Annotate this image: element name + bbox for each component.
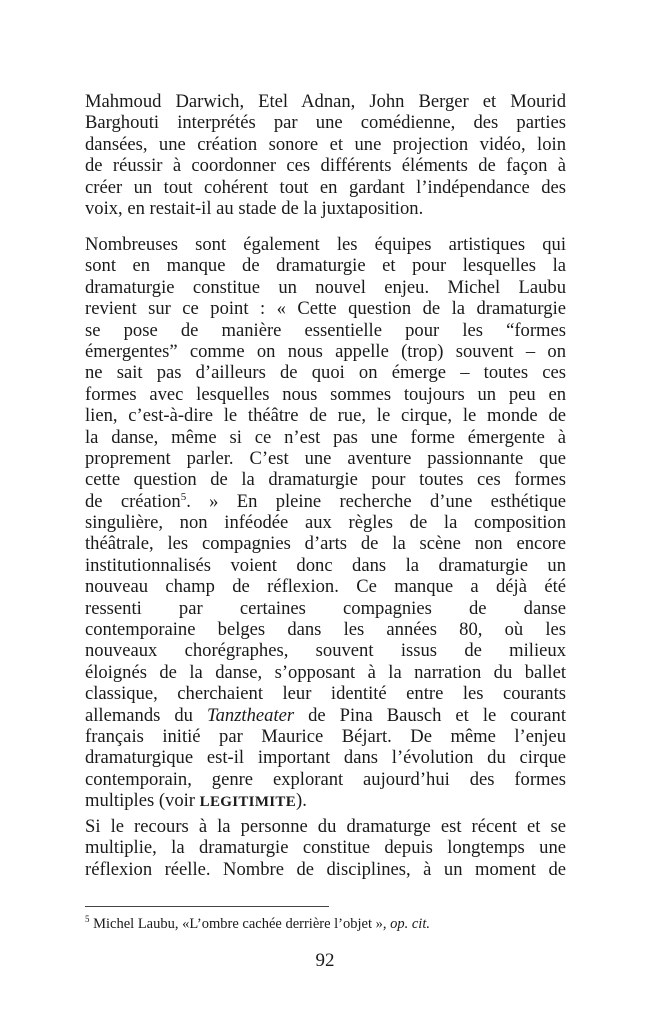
text-line: cette question de la dramaturgie pour toutes ces formes — [85, 469, 566, 491]
text-line: Si le recours à la personne du dramaturge est récent et se — [85, 816, 566, 837]
text-line: classique, cherchaient leur identité entre les courants — [85, 683, 566, 705]
text-line-with-footnote-ref — [85, 491, 566, 512]
footnote-reference[interactable]: 5 — [180, 490, 187, 503]
italic-title: Tanztheater — [206, 704, 295, 726]
paragraph-2 — [85, 234, 566, 812]
text-line: proprement parler. C’est une aventure passionnante que — [85, 447, 566, 469]
text-line-with-italic — [85, 705, 566, 726]
text-line: formes avec lesquelles nous sommes toujours un peu en — [85, 383, 566, 405]
paragraph-3 — [85, 816, 566, 880]
text-line: dansées, une création sonore et une projection vidéo, loin — [85, 133, 566, 155]
text-line: se pose de manière essentielle pour les “formes — [85, 319, 566, 341]
footnote — [85, 916, 430, 933]
text-line: dramaturgique est-il important dans l’évolution du cirque — [85, 747, 566, 769]
cross-reference[interactable]: LEGITIMITE — [199, 794, 297, 811]
text-line: Nombreuses sont également les équipes artistiques qui — [85, 234, 566, 255]
text-line: éloignés de la danse, s’opposant à la narration du ballet — [85, 661, 566, 683]
text-segment: allemands du — [85, 704, 207, 726]
text-line: créer un tout cohérent tout en gardant l’indépendance des — [85, 176, 566, 198]
text-line: ne sait pas d’ailleurs de quoi on émerge – toutes ces — [85, 362, 566, 384]
page-number: 92 — [315, 950, 335, 971]
text-segment: de création — [85, 490, 181, 512]
text-line: sont en manque de dramaturgie et pour lesquelles la — [85, 255, 566, 277]
text-line: contemporain, genre explorant aujourd’hui des formes — [85, 768, 566, 790]
text-line: dramaturgie constitue un nouvel enjeu. Michel Laubu — [85, 276, 566, 298]
text-line: théâtrale, les compagnies d’arts de la scène non encore — [85, 533, 566, 555]
text-line: la danse, même si ce n’est pas une forme émergente à — [85, 426, 566, 448]
text-line: Barghouti interprétés par une comédienne, des parties — [85, 112, 566, 134]
text-line: singulière, non inféodée aux règles de la composition — [85, 512, 566, 534]
text-segment: multiples (voir — [85, 790, 200, 812]
text-line: de réussir à coordonner ces différents éléments de façon à — [85, 155, 566, 177]
text-segment: . » En pleine recherche d’une esthétique — [186, 490, 566, 512]
text-line-with-cross-reference — [85, 790, 566, 811]
text-line: nouveau champ de réflexion. Ce manque a déjà été — [85, 576, 566, 598]
text-line: institutionnalisés voient donc dans la dramaturgie un — [85, 554, 566, 576]
footnote-number: 5 — [85, 914, 90, 925]
text-line: nouveaux chorégraphes, souvent issus de milieux — [85, 640, 566, 662]
text-line: réflexion réelle. Nombre de disciplines, à un moment de — [85, 858, 566, 880]
text-line: contemporaine belges dans les années 80, où les — [85, 619, 566, 641]
text-segment: de Pina Bausch et le courant — [294, 704, 566, 726]
text-line: voix, en restait-il au stade de la juxtaposition. — [85, 197, 424, 219]
text-segment: ). — [296, 790, 307, 812]
text-line: émergentes” comme on nous appelle (trop) souvent – on — [85, 340, 566, 362]
text-line: multiplie, la dramaturgie constitue depuis longtemps une — [85, 837, 566, 859]
footnote-divider — [85, 906, 329, 907]
text-line: ressenti par certaines compagnies de danse — [85, 597, 566, 619]
footnote-text: Michel Laubu, «L’ombre cachée derrière l’objet », — [89, 916, 391, 932]
text-line: lien, c’est-à-dire le théâtre de rue, le cirque, le monde de — [85, 405, 566, 427]
footnote-italic: op. cit. — [390, 916, 430, 932]
text-line: français initié par Maurice Béjart. De même l’enjeu — [85, 725, 566, 747]
text-line: Mahmoud Darwich, Etel Adnan, John Berger et Mourid — [85, 91, 566, 112]
paragraph-1 — [85, 91, 566, 219]
text-line: revient sur ce point : « Cette question de la dramaturgie — [85, 298, 566, 320]
